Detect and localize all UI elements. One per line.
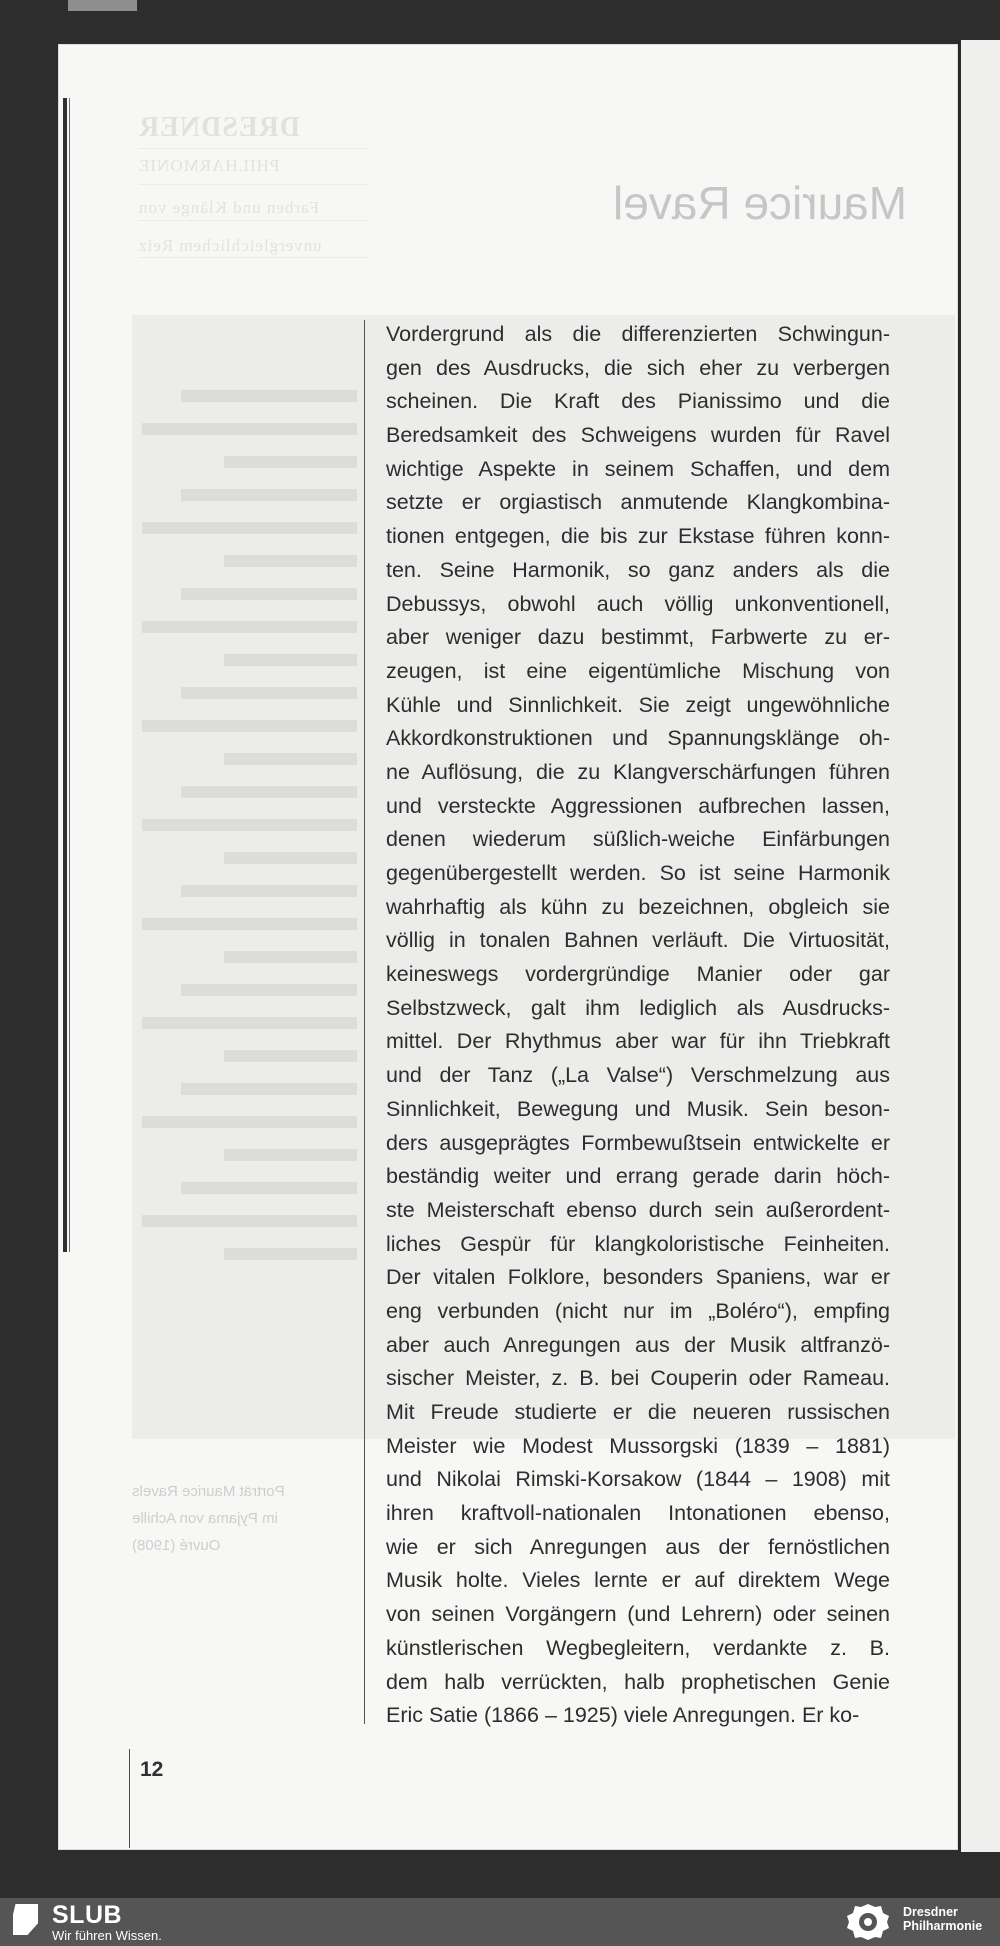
article-line: denen wiederum süßlich-weiche Einfärbungen [386,827,890,852]
show-through-logo-line: PHILHARMONIE [138,156,280,175]
show-through-caption [132,1478,347,1559]
show-through-line [181,1083,357,1095]
article-line: keineswegs vordergründige Manier oder gar [386,962,890,987]
show-through-line [181,885,357,897]
article-line: Debussys, obwohl auch völlig unkonventionell, [386,591,890,616]
article-line: sischer Meister, z. B. bei Couperin oder Rameau. [386,1366,890,1391]
margin-marker [68,0,137,11]
next-page-edge [958,40,1000,1852]
show-through-sidebar [142,390,357,1320]
show-through-divider [138,220,368,221]
dresdner-philharmonie-logo-icon [842,1901,894,1943]
show-through-caption-line: Porträt Maurice Ravels [132,1483,285,1500]
show-through-caption-line: Ouvré (1908) [132,1537,221,1554]
show-through-line [224,753,357,765]
show-through-line [224,555,357,567]
article-line: Kühle und Sinnlichkeit. Sie zeigt ungewöhnliche [386,692,890,717]
left-binding-thin-rule [69,98,70,1252]
show-through-logo-line: DRESDNER [138,112,301,143]
show-through-line [142,423,357,435]
column-rule [364,320,365,1724]
show-through-divider [138,148,368,149]
article-line: Musik holte. Vieles lernte er auf direktem Wege [386,1568,890,1593]
article-line: setzte er orgiastisch anmutende Klangkombina- [386,490,890,515]
article-line: künstlerischen Wegbegleitern, verdankte z. B. [386,1635,890,1660]
article-line: und Nikolai Rimski-Korsakow (1844 – 1908) mit [386,1467,890,1492]
article-line: beständig weiter und errang gerade darin höch- [386,1164,890,1189]
show-through-line [142,1116,357,1128]
article-line: ne Auflösung, die zu Klangverschärfungen führen [386,759,890,784]
article-line: und versteckte Aggressionen aufbrechen lassen, [386,793,890,818]
show-through-line [181,687,357,699]
slub-logo-icon [13,1904,38,1935]
partner-name [903,1905,997,1933]
show-through-divider [138,184,368,185]
show-through-line [181,588,357,600]
article-line: Eric Satie (1866 – 1925) viele Anregungen. Er ko- [386,1703,860,1728]
show-through-line [142,918,357,930]
article-line: von seinen Vorgängern (und Lehrern) oder seinen [386,1602,890,1627]
show-through-logo [138,112,418,255]
page-number: 12 [140,1758,164,1781]
library-tagline: Wir führen Wissen. [52,1928,162,1943]
article-line: tionen entgegen, die bis zur Ekstase führen konn- [386,524,890,549]
library-name: SLUB [52,1901,123,1929]
show-through-line [142,819,357,831]
article-line: mittel. Der Rhythmus aber war für ihn Triebkraft [386,1029,890,1054]
article-line: zeugen, ist eine eigentümliche Mischung von [386,658,890,683]
article-line: ste Meisterschaft ebenso durch sein außerordent- [386,1197,890,1222]
show-through-line [142,621,357,633]
show-through-logo-line: Farben und Klänge von [138,198,320,217]
article-line: Mit Freude studierte er die neueren russischen [386,1400,890,1424]
left-binding-rule [63,98,67,1252]
article-line: Sinnlichkeit, Bewegung und Musik. Sein beson- [386,1096,890,1121]
show-through-logo-line: unvergleichlichem Reiz [138,236,322,255]
show-through-line [142,720,357,732]
article-line: und der Tanz („La Valse“) Verschmelzung aus [386,1063,890,1088]
show-through-line [181,984,357,996]
show-through-line [142,1215,357,1227]
article-line: gegenübergestellt werden. So ist seine Harmonik [386,861,890,885]
article-line: dem halb verrückten, halb prophetischen Genie [386,1669,890,1694]
article-line: Beredsamkeit des Schweigens wurden für Ravel [386,423,890,448]
article-line: eng verbunden (nicht nur im „Boléro“), empfing [386,1298,890,1323]
article-text [386,318,890,1733]
show-through-line [224,1248,357,1260]
partner-name-line: Philharmonie [903,1919,983,1933]
show-through-line [224,1149,357,1161]
show-through-line [181,786,357,798]
article-line: ihren kraftvoll-nationalen Intonationen ebenso, [386,1501,890,1526]
show-through-line [142,522,357,534]
show-through-line [224,456,357,468]
article-line: wie er sich Anregungen aus der fernöstlichen [386,1534,890,1559]
article-line: Selbstzweck, galt ihm lediglich als Ausdrucks- [386,995,890,1020]
article-line: wahrhaftig als kühn zu bezeichnen, obgleich sie [386,894,890,919]
page-number-rule [129,1749,130,1848]
article-line: gen des Ausdrucks, die sich eher zu verbergen [386,355,890,380]
show-through-heading: Maurice Ravel [613,177,907,229]
show-through-line [224,951,357,963]
article-line: ten. Seine Harmonik, so ganz anders als die [386,557,890,582]
article-line: aber weniger dazu bestimmt, Farbwerte zu er- [386,625,890,650]
library-footer [0,1898,1000,1946]
article-line: Meister wie Modest Mussorgski (1839 – 1881) [386,1433,890,1458]
article-line: völlig in tonalen Bahnen verläuft. Die Virtuosität, [386,928,890,953]
article-line: wichtige Aspekte in seinem Schaffen, und dem [386,456,890,481]
article-line: scheinen. Die Kraft des Pianissimo und die [386,389,890,414]
show-through-line [181,489,357,501]
partner-name-line: Dresdner [903,1905,958,1919]
article-line: Vordergrund als die differenzierten Schwingun- [386,322,890,346]
article-line: Akkordkonstruktionen und Spannungsklänge oh- [386,726,890,751]
show-through-divider [138,257,368,258]
article-line: Der vitalen Folklore, besonders Spaniens, war er [386,1265,890,1290]
show-through-line [181,1182,357,1194]
show-through-line [224,1050,357,1062]
article-line: ders ausgeprägtes Formbewußtsein entwickelte er [386,1130,890,1155]
show-through-line [224,852,357,864]
show-through-line [142,1017,357,1029]
article-line: aber auch Anregungen aus der Musik altfranzö- [386,1332,890,1357]
show-through-line [181,390,357,402]
show-through-caption-line: im Pyjama von Achille [132,1510,278,1527]
article-line: liches Gespür für klangkoloristische Feinheiten. [386,1231,890,1256]
show-through-line [224,654,357,666]
